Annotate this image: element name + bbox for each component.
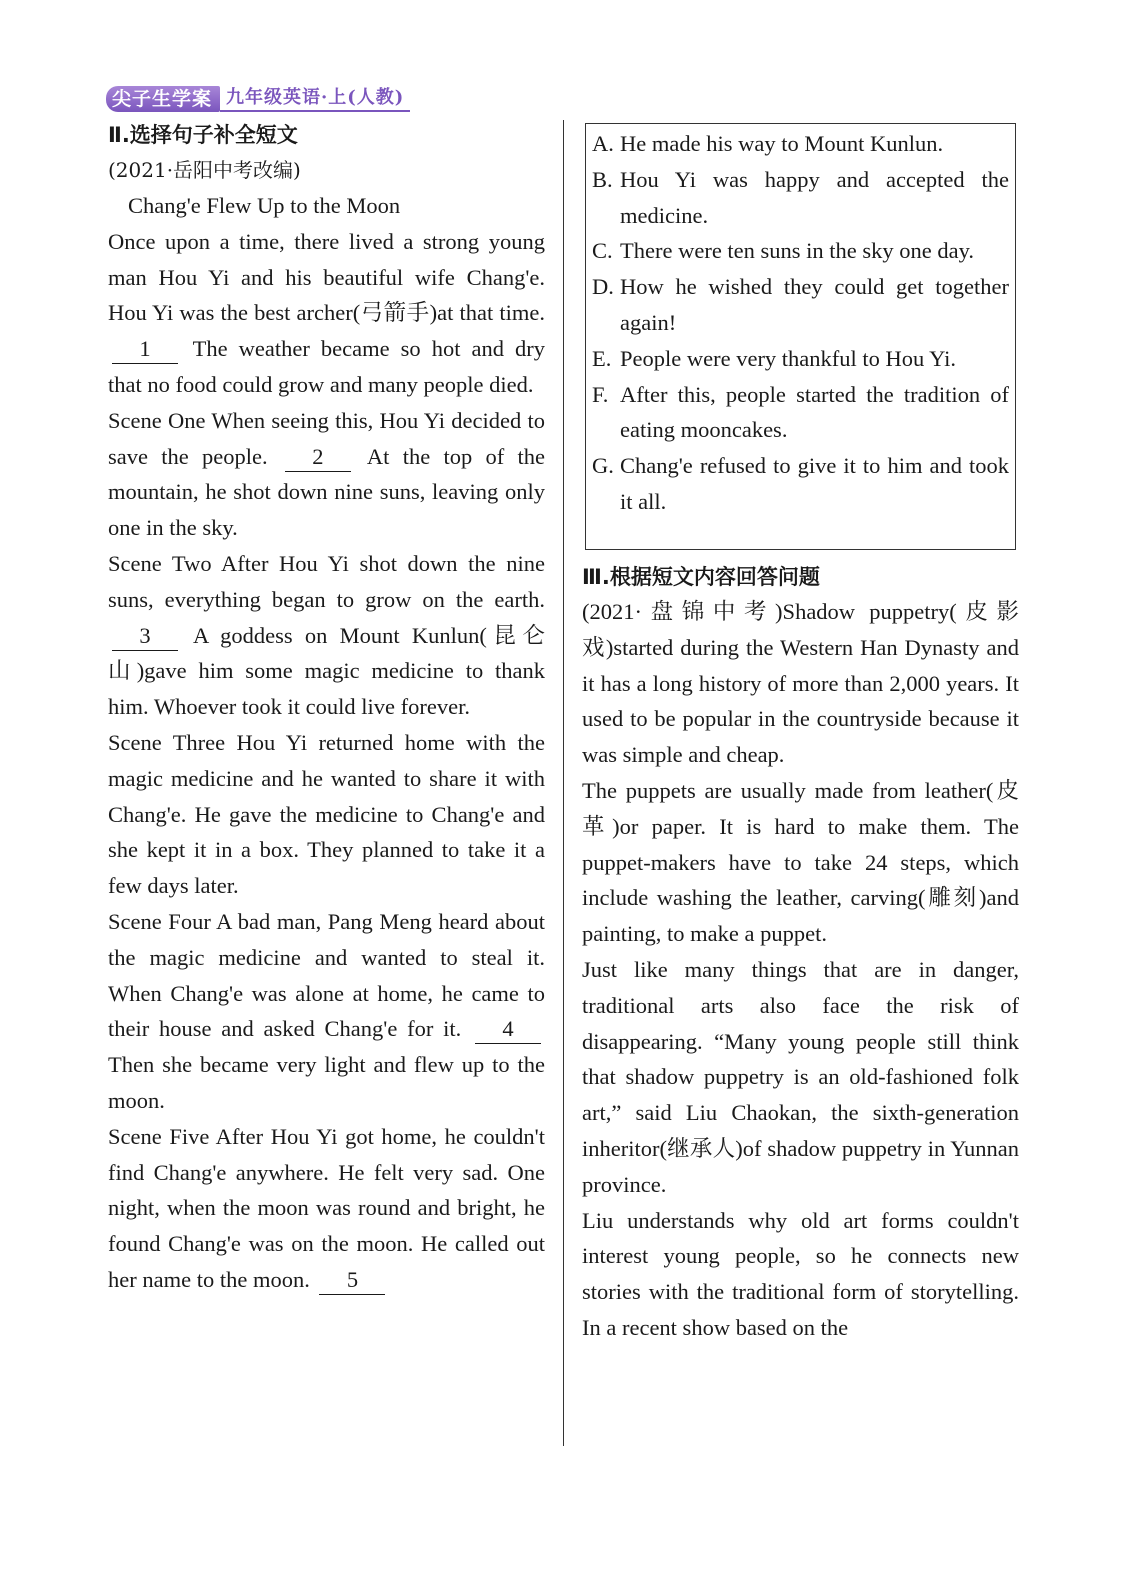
option-c[interactable]: C. There were ten suns in the sky one day. bbox=[592, 238, 975, 264]
passage-paragraph-1: (2021·盘锦中考)Shadow puppetry(皮影戏)started during the Western Han Dynasty and it has a long history of more than 2,000 years. It used to be popular in the countryside because it was simple and cheap. bbox=[582, 599, 1019, 768]
blank-4[interactable]: 4 bbox=[475, 1015, 541, 1044]
story-paragraph-2: Scene One When seeing this, Hou Yi decided to save the people. 2 At the top of the mountain, he shot down nine suns, leaving only one in the sky. bbox=[108, 407, 545, 541]
story-paragraph-3: Scene Two After Hou Yi shot down the nine suns, everything began to grow on the earth. 3 A goddess on Mount Kunlun(昆仑山)gave him some magic medicine to thank him. Whoever took it could live forever. bbox=[108, 550, 545, 720]
left-column bbox=[108, 118, 545, 1298]
column-divider bbox=[563, 120, 564, 1446]
option-e[interactable]: E. People were very thankful to Hou Yi. bbox=[592, 345, 956, 371]
page-header bbox=[106, 84, 410, 112]
section-2-title: Ⅱ.选择句子补全短文 bbox=[108, 123, 298, 147]
passage-paragraph-4: Liu understands why old art forms couldn't interest young people, so he connects new stories with the traditional form of storytelling. In a recent show based on the bbox=[582, 1207, 1019, 1340]
option-a[interactable]: A. He made his way to Mount Kunlun. bbox=[592, 131, 944, 156]
passage-paragraph-3: Just like many things that are in danger, traditional arts also face the risk of disappearing. “Many young people still think that shadow puppetry is an old-fashioned folk art,” said Liu Chaokan, the sixth-generation inheritor(继承人)of shadow puppetry in Yunnan province. bbox=[582, 956, 1019, 1197]
book-subtitle: 九年级英语·上(人教) bbox=[220, 86, 410, 112]
right-column bbox=[582, 560, 1019, 1346]
blank-1[interactable]: 1 bbox=[112, 335, 178, 364]
option-b[interactable]: B. Hou Yi was happy and accepted the medicine. bbox=[592, 166, 1009, 228]
story-paragraph-6: Scene Five After Hou Yi got home, he couldn't find Chang'e anywhere. He felt very sad. One night, when the moon was round and bright, he found Chang'e was on the moon. He called out her name to the moon. 5 bbox=[108, 1119, 545, 1298]
passage-paragraph-2: The puppets are usually made from leather(皮革)or paper. It is hard to make them. The puppet-makers have to take 24 steps, which include washing the leather, carving(雕刻)and painting, to make a puppet. bbox=[582, 777, 1019, 947]
story-paragraph-5: Scene Four A bad man, Pang Meng heard about the magic medicine and wanted to steal it. When Chang'e was alone at home, he came to their house and asked Chang'e for it. 4 Then she became very light and flew up to the moon. bbox=[108, 908, 545, 1113]
blank-2[interactable]: 2 bbox=[285, 443, 351, 472]
blank-5[interactable]: 5 bbox=[319, 1266, 385, 1295]
section-3-title: Ⅲ.根据短文内容回答问题 bbox=[582, 565, 820, 589]
option-g[interactable]: G. Chang'e refused to give it to him and took it all. bbox=[592, 453, 1009, 514]
story-paragraph-1: Once upon a time, there lived a strong young man Hou Yi and his beautiful wife Chang'e. Hou Yi was the best archer(弓箭手)at that time. 1 The weather became so hot and dry that no food could grow and many people died. bbox=[108, 228, 545, 397]
story-paragraph-4: Scene Three Hou Yi returned home with the magic medicine and he wanted to share it with Chang'e. He gave the medicine to Chang'e and she kept it in a box. They planned to take it a few days later. bbox=[108, 729, 545, 899]
brand-logo: 尖子生学案 bbox=[106, 86, 220, 112]
option-f[interactable]: F. After this, people started the tradition of eating mooncakes. bbox=[592, 381, 1009, 443]
story-title: Chang'e Flew Up to the Moon bbox=[128, 193, 401, 218]
options-box bbox=[585, 123, 1016, 550]
blank-3[interactable]: 3 bbox=[112, 622, 178, 651]
section-2-source: (2021·岳阳中考改编) bbox=[108, 158, 301, 182]
option-d[interactable]: D. How he wished they could get together again! bbox=[592, 274, 1009, 335]
